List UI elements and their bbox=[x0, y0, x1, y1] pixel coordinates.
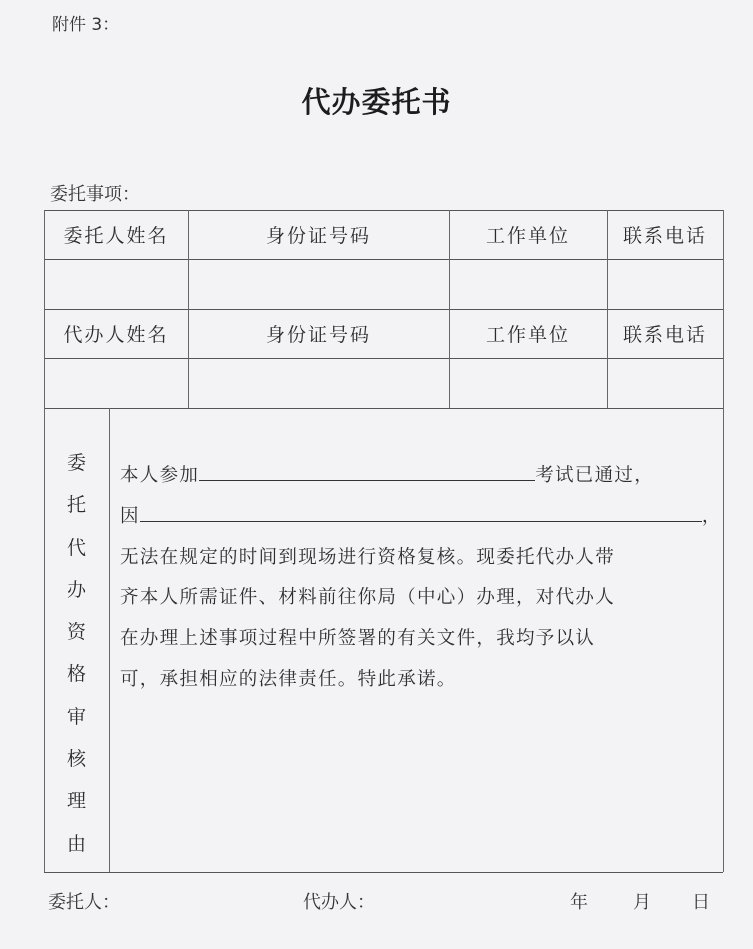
statement-line-4: 齐本人所需证件、材料前往你局（中心）办理，对代办人 bbox=[120, 587, 616, 609]
attachment-label: 附件 3： bbox=[52, 15, 120, 35]
statement-line-6: 可，承担相应的法律责任。特此承诺。 bbox=[120, 668, 457, 690]
agent-employer-field[interactable] bbox=[449, 358, 607, 408]
agent-phone-header: 联系电话 bbox=[622, 324, 707, 346]
reason-label-char: 托 bbox=[66, 494, 86, 517]
date-day-label: 日 bbox=[692, 892, 710, 913]
reason-label-char: 理 bbox=[66, 790, 86, 813]
reason-label-char: 由 bbox=[66, 832, 86, 855]
reason-label-char: 代 bbox=[66, 536, 86, 559]
agent-id-header: 身份证号码 bbox=[265, 324, 371, 346]
exam-suffix: 考试已通过， bbox=[535, 465, 655, 486]
date-month-label: 月 bbox=[633, 892, 651, 913]
statement-line-1 bbox=[120, 456, 720, 497]
table-divider bbox=[44, 408, 723, 409]
date-year-label: 年 bbox=[570, 892, 588, 913]
exam-prefix: 本人参加 bbox=[120, 465, 200, 486]
principal-name-field[interactable] bbox=[44, 259, 188, 309]
table-border-right bbox=[723, 210, 724, 872]
reason-label-char: 委 bbox=[66, 452, 86, 474]
section-label: 委托事项： bbox=[50, 184, 140, 205]
statement-text bbox=[120, 456, 720, 701]
statement-line-2 bbox=[120, 497, 720, 538]
principal-employer-field[interactable] bbox=[449, 259, 607, 309]
reason-col-divider bbox=[109, 408, 110, 872]
reason-suffix: ， bbox=[701, 505, 722, 527]
principal-name-header: 委托人姓名 bbox=[63, 225, 169, 247]
reason-label-char: 审 bbox=[66, 705, 86, 728]
agent-id-field[interactable] bbox=[188, 358, 449, 408]
reason-prefix: 因 bbox=[120, 505, 140, 527]
reason-label-char: 核 bbox=[66, 748, 86, 771]
principal-id-field[interactable] bbox=[188, 259, 449, 309]
agent-signature-label: 代办人： bbox=[303, 892, 375, 913]
agent-phone-field[interactable] bbox=[607, 358, 723, 408]
statement-line-3: 无法在规定的时间到现场进行资格复核。现委托代办人带 bbox=[120, 546, 616, 568]
table-border-bottom bbox=[44, 872, 723, 873]
principal-employer-header: 工作单位 bbox=[485, 225, 570, 247]
reason-label-char: 办 bbox=[66, 578, 86, 601]
principal-signature-label: 委托人： bbox=[48, 892, 120, 913]
authorization-table bbox=[44, 210, 723, 872]
document-title: 代办委托书 bbox=[301, 85, 452, 119]
reason-blank[interactable] bbox=[140, 503, 702, 522]
reason-label-char: 资 bbox=[66, 621, 86, 644]
agent-name-header: 代办人姓名 bbox=[63, 324, 169, 346]
principal-phone-header: 联系电话 bbox=[622, 225, 707, 247]
statement-line-5: 在办理上述事项过程中所签署的有关文件，我均予以认 bbox=[120, 628, 596, 650]
reason-label bbox=[44, 408, 109, 872]
agent-employer-header: 工作单位 bbox=[485, 324, 570, 346]
principal-phone-field[interactable] bbox=[607, 259, 723, 309]
agent-name-field[interactable] bbox=[44, 358, 188, 408]
exam-name-blank[interactable] bbox=[199, 462, 535, 481]
principal-id-header: 身份证号码 bbox=[265, 225, 371, 247]
reason-label-char: 格 bbox=[66, 663, 86, 686]
